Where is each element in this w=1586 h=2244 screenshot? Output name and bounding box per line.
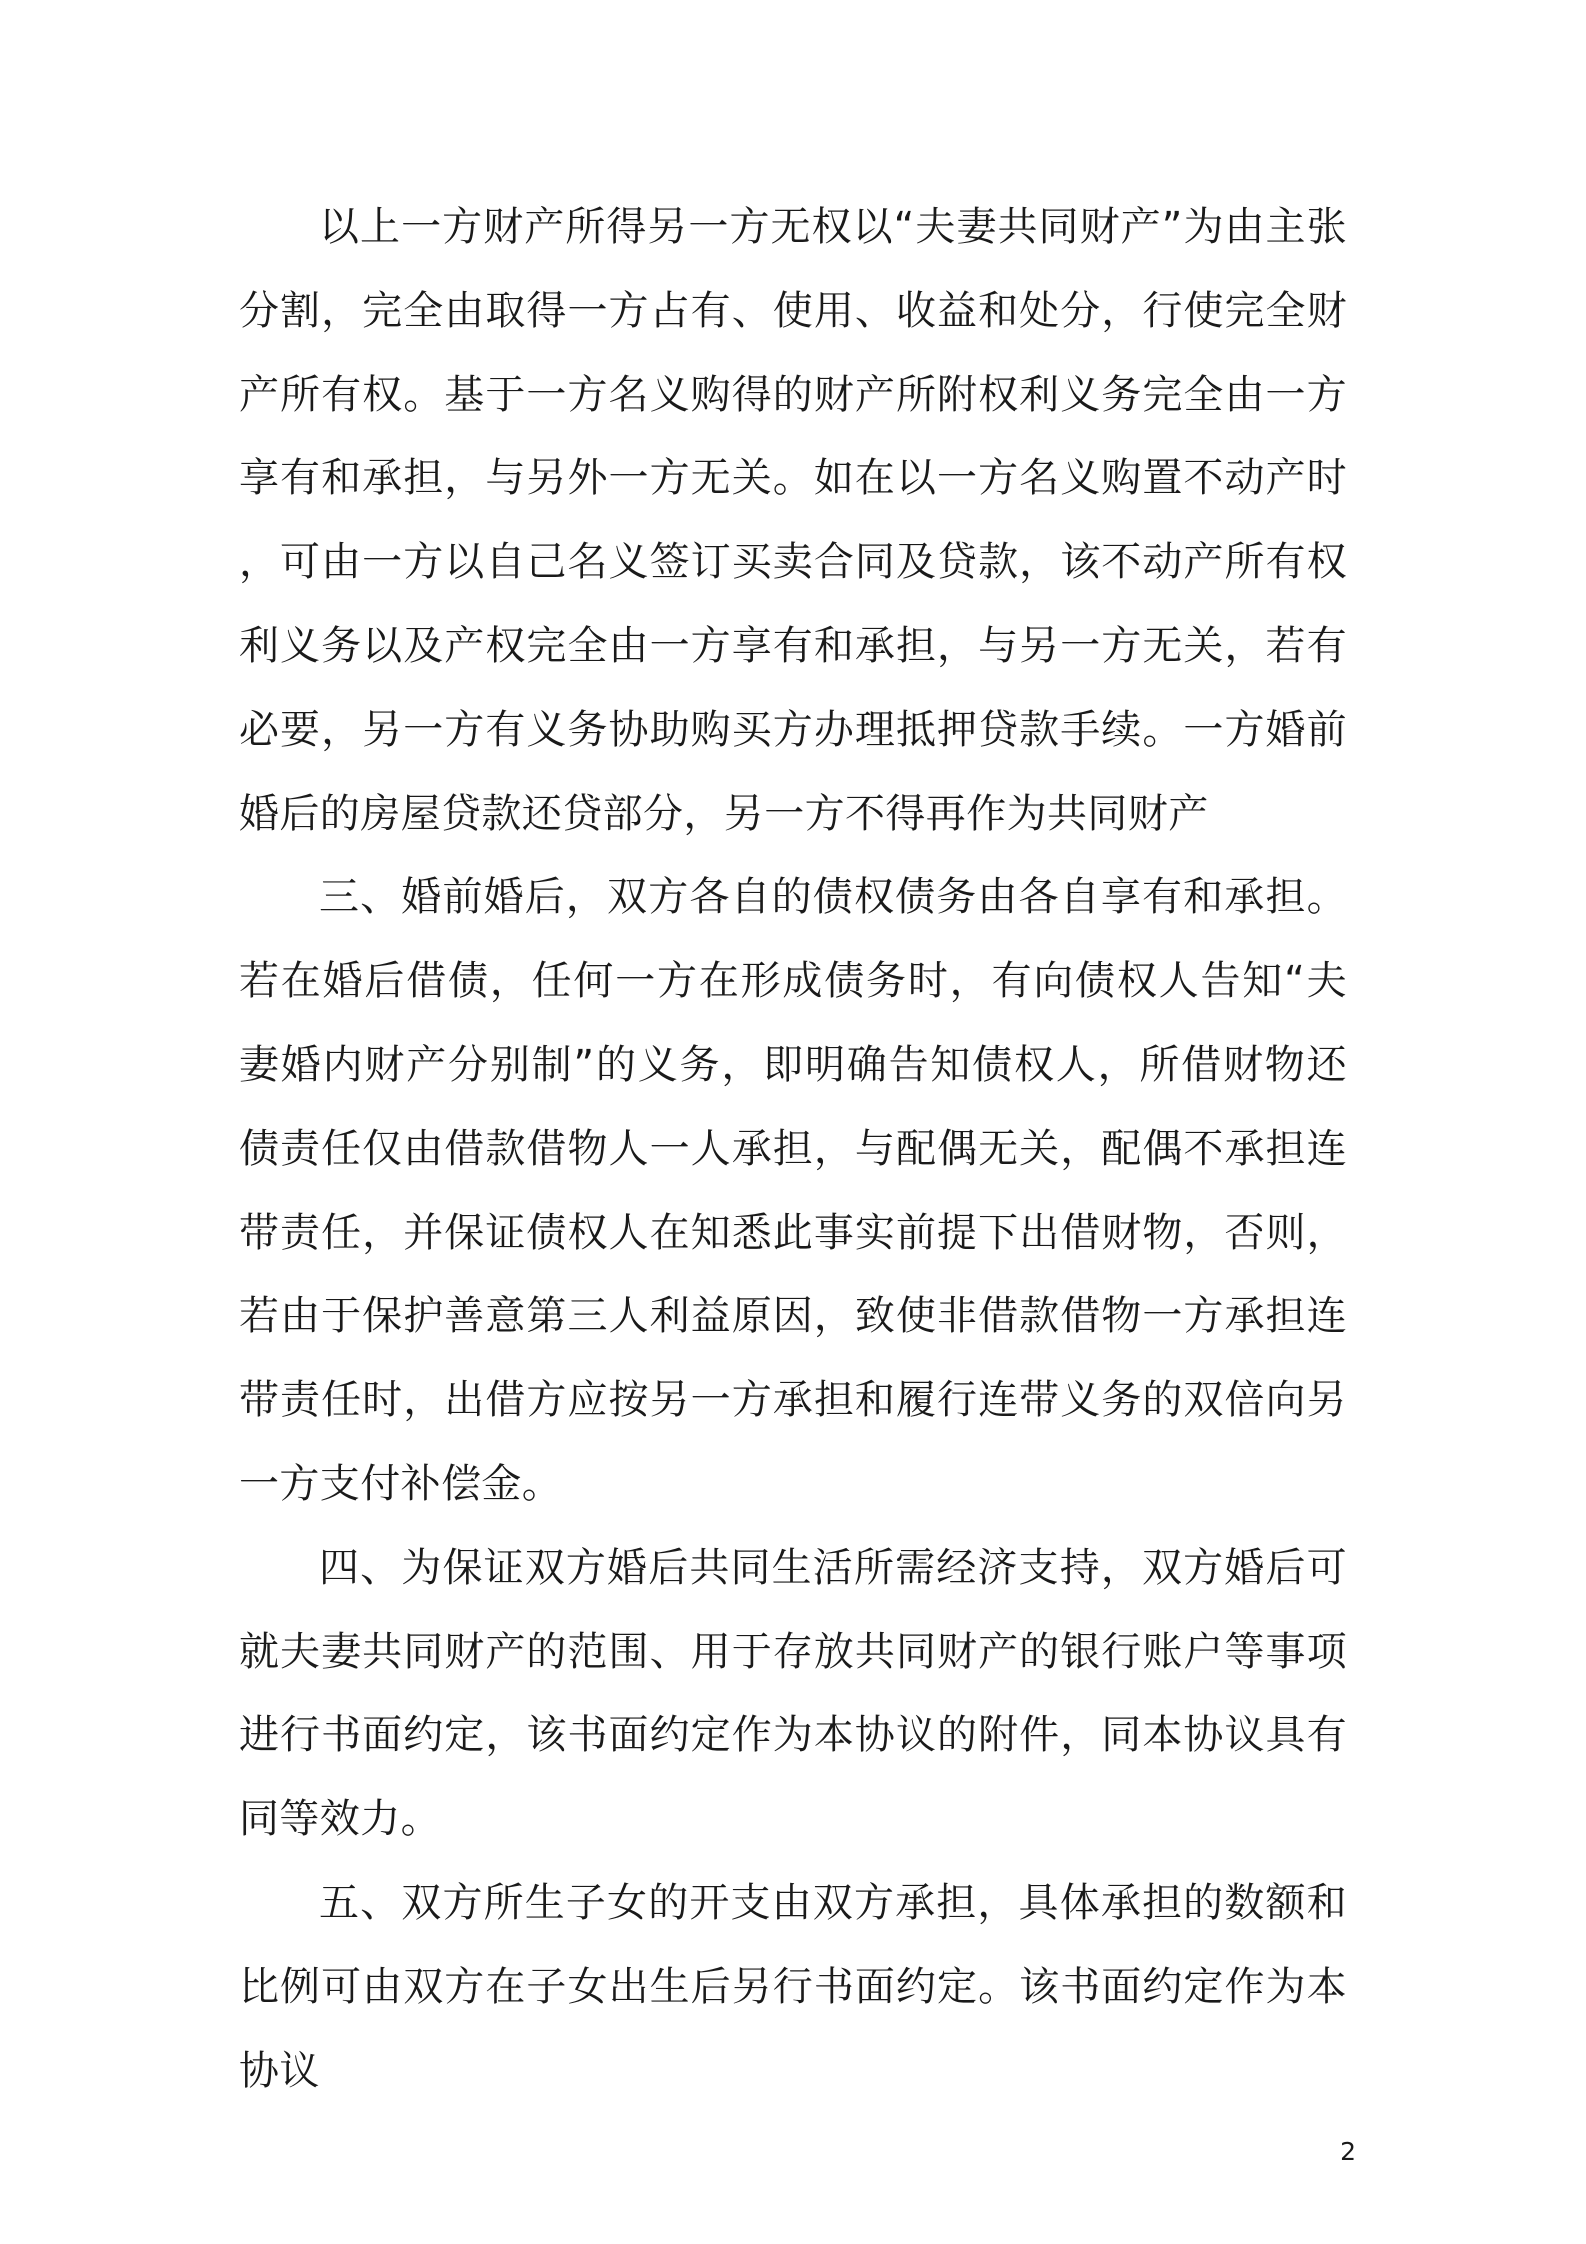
document-body [239, 186, 1347, 2113]
page-number: 2 [1340, 2137, 1356, 2166]
paragraph-clause-five-children: 五、双方所生子女的开支由双方承担，具体承担的数额和比例可由双方在子女出生后另行书面约定。该书面约定作为本协议 [239, 1879, 1347, 2094]
paragraph-clause-four-shared-finance: 四、为保证双方婚后共同生活所需经济支持，双方婚后可就夫妻共同财产的范围、用于存放共同财产的银行账户等事项进行书面约定，该书面约定作为本协议的附件，同本协议具有同等效力。 [239, 1544, 1347, 1843]
paragraph-clause-three-debts: 三、婚前婚后，双方各自的债权债务由各自享有和承担。若在婚后借债，任何一方在形成债务时，有向债权人告知“夫妻婚内财产分别制”的义务，即明确告知债权人，所借财物还债责任仅由借款借物人一人承担，与配偶无关，配偶不承担连带责任，并保证债权人在知悉此事实前提下出借财物，否则，若由于保护善意第三人利益原因，致使非借款借物一方承担连带责任时，出借方应按另一方承担和履行连带义务的双倍向另一方支付补偿金。 [239, 874, 1347, 1507]
paragraph-property-ownership: 以上一方财产所得另一方无权以“夫妻共同财产”为由主张分割，完全由取得一方占有、使用、收益和处分，行使完全财产所有权。基于一方名义购得的财产所附权利义务完全由一方享有和承担，与另外一方无关。如在以一方名义购置不动产时，可由一方以自己名义签订买卖合同及贷款，该不动产所有权利义务以及产权完全由一方享有和承担，与另一方无关，若有必要，另一方有义务协助购买方办理抵押贷款手续。一方婚前婚后的房屋贷款还贷部分，另一方不得再作为共同财产 [239, 204, 1347, 837]
